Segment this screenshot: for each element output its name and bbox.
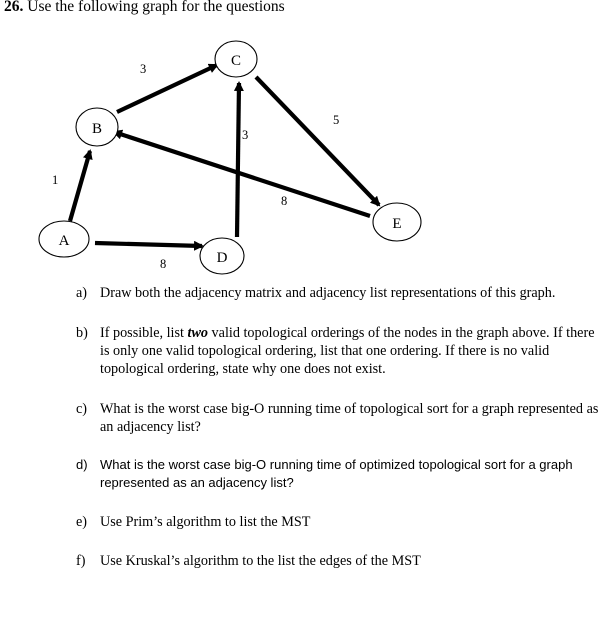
node-c: [215, 41, 257, 77]
edge-a-b: [70, 151, 90, 221]
part-c: [76, 400, 601, 436]
part-e-label: e): [76, 514, 88, 530]
weight-c-e: 5: [333, 113, 340, 127]
part-b-label: b): [76, 325, 88, 341]
question-number: 26.: [4, 0, 24, 15]
node-c-label: C: [230, 53, 242, 69]
part-d-text: What is the worst case big-O running time of optimized topological sort for a graph represented as an adjacency list?: [100, 457, 573, 490]
node-b-label: B: [91, 121, 103, 137]
part-c-label: c): [76, 401, 88, 417]
weight-d-c: 3: [242, 128, 249, 142]
node-e-label: E: [392, 216, 402, 232]
edge-a-d: [95, 243, 202, 246]
node-a-label: A: [58, 233, 70, 249]
weight-e-b: 8: [281, 194, 288, 208]
node-b: [76, 108, 118, 146]
node-a: [39, 221, 89, 257]
part-b-emphasis: two: [187, 325, 208, 341]
part-a-label: a): [76, 285, 88, 301]
part-e: [76, 513, 601, 531]
part-f-text: Use Kruskal’s algorithm to the list the edges of the MST: [100, 553, 421, 569]
part-b-text-pre: If possible, list: [100, 325, 188, 341]
part-b: [76, 324, 601, 378]
edge-b-c: [117, 65, 217, 112]
part-e-text: Use Prim’s algorithm to list the MST: [100, 514, 311, 530]
question-title-text: Use the following graph for the questions: [27, 0, 285, 15]
part-d-label: d): [76, 457, 88, 472]
part-a: [76, 284, 601, 302]
directed-graph: [0, 0, 607, 290]
weight-a-d: 8: [160, 257, 167, 271]
part-d: [76, 456, 601, 492]
part-b-text-post: valid topological orderings of the nodes in the graph above. If there is only one valid topological ordering, list that one ordering. If there is no valid topological ordering, state why one does not exist.: [100, 325, 595, 377]
node-d-label: D: [216, 250, 228, 266]
part-f-label: f): [76, 553, 86, 569]
node-d: [200, 238, 244, 274]
edge-e-b: [114, 132, 370, 216]
part-b-text: [100, 324, 601, 378]
weight-a-b: 1: [52, 173, 59, 187]
weight-b-c: 3: [140, 62, 147, 76]
part-a-text: Draw both the adjacency matrix and adjacency list representations of this graph.: [100, 285, 556, 301]
part-c-text: What is the worst case big-O running time of topological sort for a graph represented as an adjacency list?: [100, 401, 599, 435]
node-e: [373, 203, 421, 241]
edge-d-c: [237, 83, 239, 237]
part-f: [76, 552, 601, 570]
